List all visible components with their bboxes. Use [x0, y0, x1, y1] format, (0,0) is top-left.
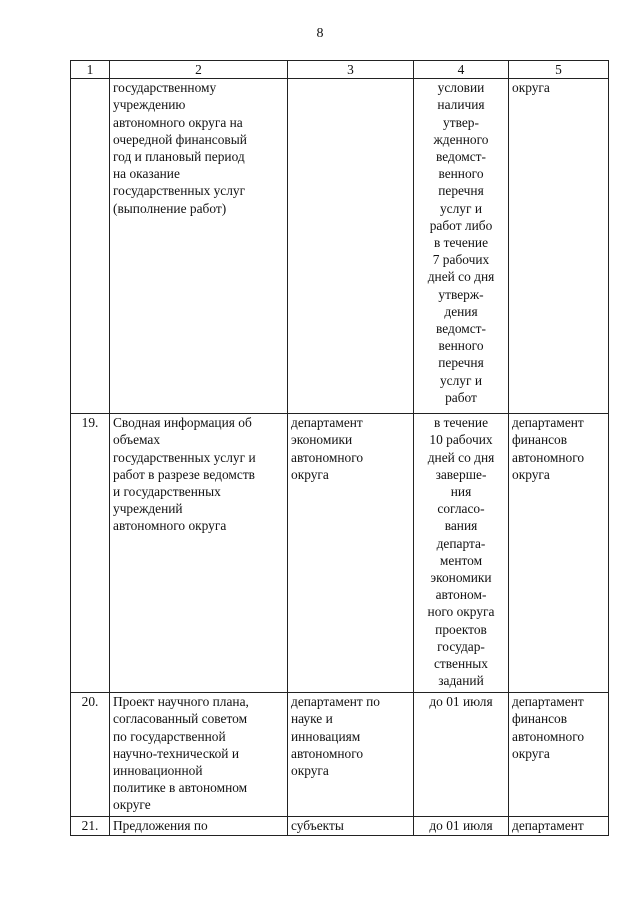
row-number — [71, 79, 110, 414]
column-header-5: 5 — [509, 61, 609, 79]
table-row — [71, 817, 609, 836]
row-deadline: до 01 июля — [414, 817, 509, 836]
table-row — [71, 693, 609, 817]
row-deadline: в течение 10 рабочих дней со дня заверше- ния согласо- вания департа- ментом экономики автоном- ного округа проектов государ- ственных заданий — [414, 414, 509, 693]
document-table — [70, 60, 609, 836]
row-responsible: департамент по науке и инновациям автономного округа — [288, 693, 414, 817]
row-recipient: департамент финансов автономного округа — [509, 693, 609, 817]
row-recipient: департамент финансов автономного округа — [509, 414, 609, 693]
row-deadline: до 01 июля — [414, 693, 509, 817]
row-recipient: округа — [509, 79, 609, 414]
column-header-3: 3 — [288, 61, 414, 79]
column-header-2: 2 — [110, 61, 288, 79]
row-number: 21. — [71, 817, 110, 836]
column-header-1: 1 — [71, 61, 110, 79]
row-responsible: субъекты — [288, 817, 414, 836]
row-name: Предложения по — [110, 817, 288, 836]
row-responsible — [288, 79, 414, 414]
row-number: 20. — [71, 693, 110, 817]
column-header-row — [71, 61, 609, 79]
column-header-4: 4 — [414, 61, 509, 79]
row-number: 19. — [71, 414, 110, 693]
table-row — [71, 414, 609, 693]
row-deadline: условии наличия утвер- жденного ведомст- венного перечня услуг и работ либо в течение 7 рабочих дней со дня утверж- дения ведомст- венного перечня услуг и работ — [414, 79, 509, 414]
row-name: государственному учреждению автономного округа на очередной финансовый год и плановый период на оказание государственных услуг (выполнение работ) — [110, 79, 288, 414]
page-number: 8 — [316, 26, 324, 41]
row-recipient: департамент — [509, 817, 609, 836]
row-responsible: департамент экономики автономного округа — [288, 414, 414, 693]
row-name: Проект научного плана, согласованный советом по государственной научно-технической и инновационной политике в автономном округе — [110, 693, 288, 817]
table-row — [71, 79, 609, 414]
row-name: Сводная информация об объемах государственных услуг и работ в разрезе ведомств и государственных учреждений автономного округа — [110, 414, 288, 693]
